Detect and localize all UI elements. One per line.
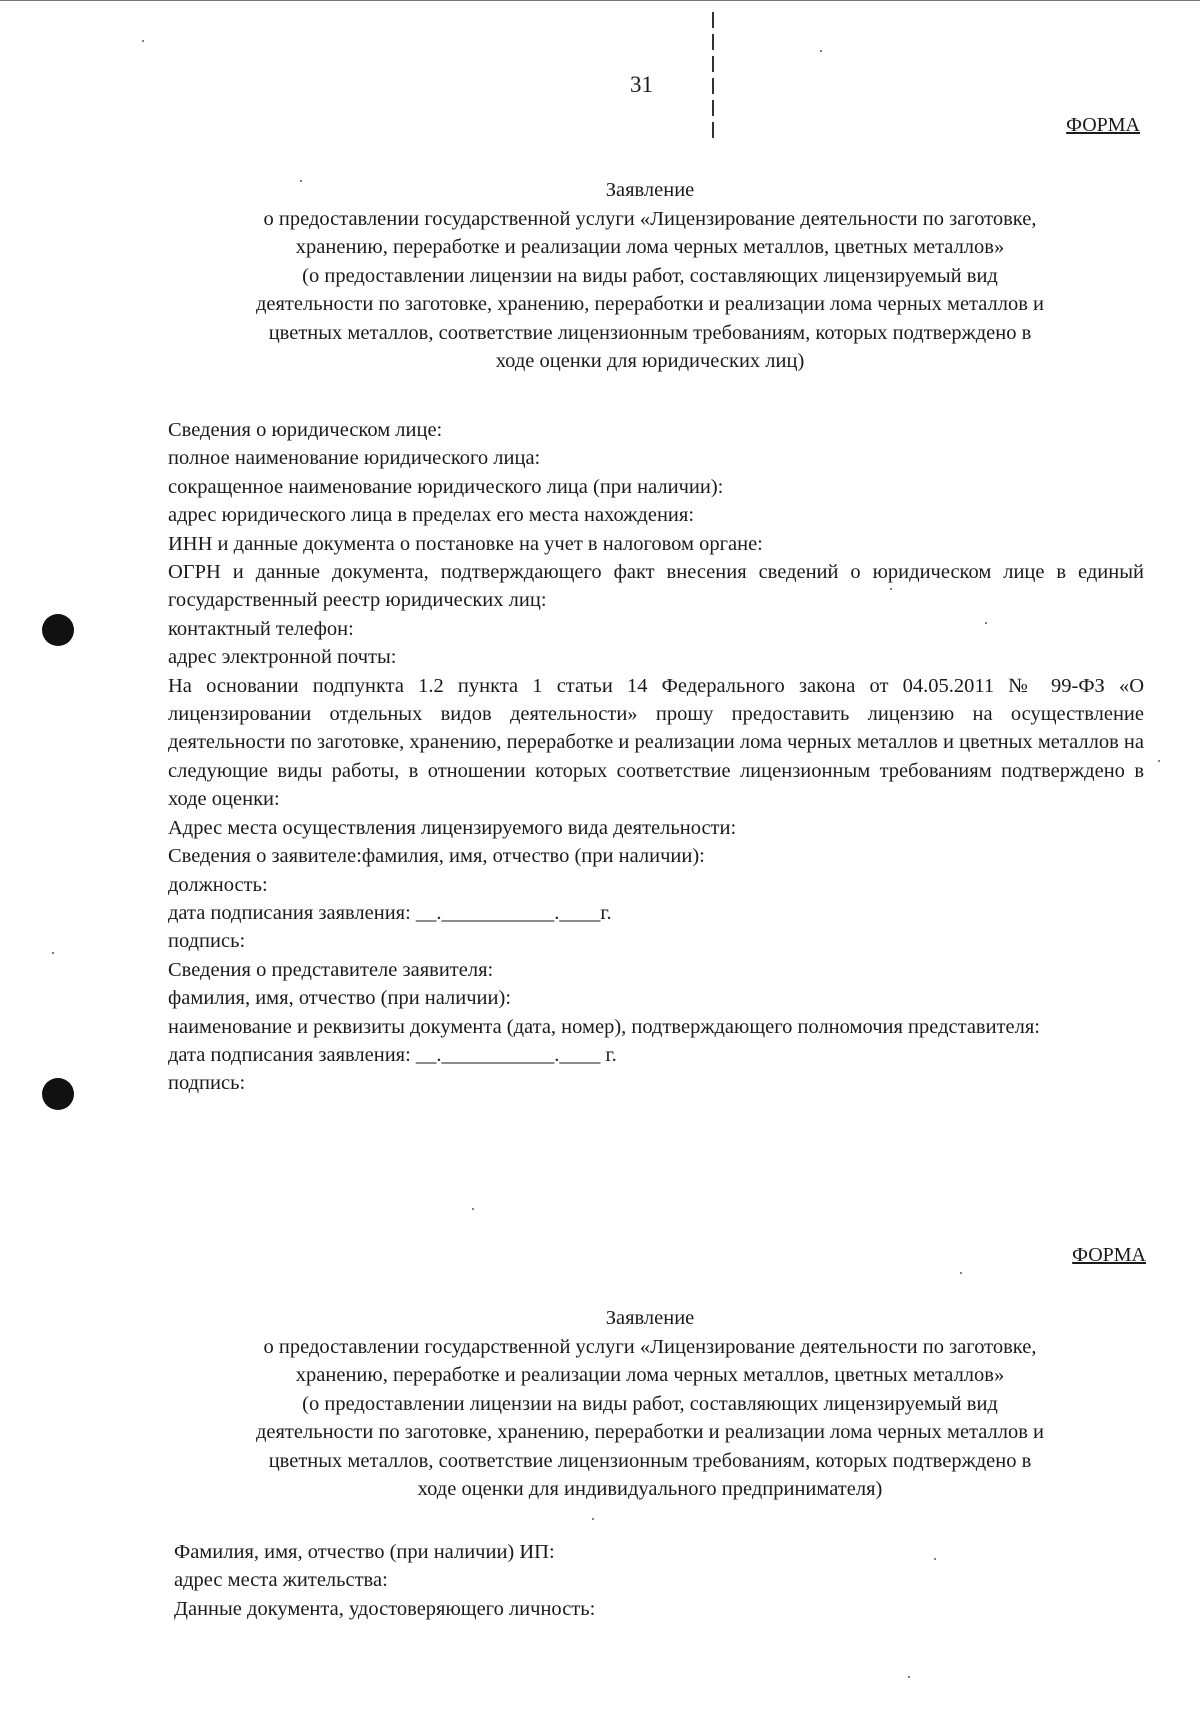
sign-date-label: дата подписания заявления: __.___________.____г. bbox=[168, 901, 612, 924]
form2-heading-line: цветных металлов, соответствие лицензионным требованиям, которых подтверждено в bbox=[268, 1449, 1032, 1472]
full-name-label: полное наименование юридического лица: bbox=[168, 447, 541, 470]
scan-speck bbox=[985, 622, 987, 624]
scan-edge-line bbox=[0, 0, 1200, 1]
inn-label: ИНН и данные документа о постановке на учет в налоговом органе: bbox=[168, 532, 763, 555]
form1-heading-line: (о предоставлении лицензии на виды работ, составляющих лицензируемый вид bbox=[302, 264, 998, 287]
form2-heading-line: ходе оценки для индивидуального предпринимателя) bbox=[417, 1478, 883, 1500]
position-label: должность: bbox=[168, 873, 268, 896]
form2-heading-line: хранению, переработке и реализации лома черных металлов, цветных металлов» bbox=[295, 1364, 1005, 1386]
rep-signature-label: подпись: bbox=[168, 1072, 246, 1095]
rep-name-label: фамилия, имя, отчество (при наличии): bbox=[168, 987, 512, 1010]
request-paragraph: На основании подпункта 1.2 пункта 1 статьи 14 Федерального закона от 04.05.2011 № 99-ФЗ «О лицензировании отдельных видов деятельности» прошу предоставить лицензию на осуществление деятельности по заготовке, хранению, переработке и реализации лома черных металлов и цветных металлов на следующие виды работы, в отношении которых соответствие лицензионным требованиям подтверждено в ходе оценки: bbox=[168, 674, 1144, 811]
scan-speck bbox=[52, 952, 54, 954]
representative-info-label: Сведения о представителе заявителя: bbox=[168, 958, 494, 981]
forma-label-1: ФОРМА bbox=[1066, 114, 1140, 136]
scan-speck bbox=[592, 1518, 594, 1520]
rep-sign-date-label: дата подписания заявления: __.___________.____ г. bbox=[168, 1043, 617, 1066]
ogrn-label: ОГРН и данные документа, подтверждающего факт внесения сведений о юридическом лице в единый государственный реестр юридических лиц: bbox=[168, 561, 1144, 612]
scan-speck bbox=[472, 1208, 474, 1210]
form2-heading-line: о предоставлении государственной услуги «Лицензирование деятельности по заготовке, bbox=[263, 1335, 1037, 1358]
scan-speck bbox=[934, 1558, 936, 1560]
residence-label: адрес места жительства: bbox=[174, 1569, 388, 1592]
applicant-info-label: Сведения о заявителе:фамилия, имя, отчество (при наличии): bbox=[168, 845, 705, 868]
form1-heading-line: о предоставлении государственной услуги «Лицензирование деятельности по заготовке, bbox=[263, 207, 1037, 230]
form1-heading-line: хранению, переработке и реализации лома черных металлов, цветных металлов» bbox=[295, 236, 1005, 258]
hole-punch bbox=[42, 1078, 74, 1110]
scan-speck bbox=[908, 1676, 910, 1678]
form1-fields bbox=[168, 416, 1144, 1098]
email-label: адрес электронной почты: bbox=[168, 646, 397, 669]
id-document-label: Данные документа, удостоверяющего личность: bbox=[174, 1597, 596, 1620]
legal-entity-info-label: Сведения о юридическом лице: bbox=[168, 419, 443, 441]
form1-title: Заявление bbox=[605, 179, 695, 201]
forma-label-2: ФОРМА bbox=[1072, 1244, 1146, 1266]
page-number: 31 bbox=[630, 72, 653, 97]
ip-name-label: Фамилия, имя, отчество (при наличии) ИП: bbox=[174, 1541, 555, 1563]
form2-title: Заявление bbox=[605, 1307, 695, 1329]
scan-speck bbox=[1158, 760, 1160, 762]
form1-heading-line: ходе оценки для юридических лиц) bbox=[495, 350, 805, 372]
activity-address-label: Адрес места осуществления лицензируемого вида деятельности: bbox=[168, 816, 737, 839]
form1-heading-line: деятельности по заготовке, хранению, переработки и реализации лома черных металлов и bbox=[255, 293, 1045, 315]
binding-dash-line bbox=[712, 12, 714, 144]
form2-heading-line: (о предоставлении лицензии на виды работ, составляющих лицензируемый вид bbox=[302, 1392, 998, 1415]
form2-fields bbox=[174, 1538, 1150, 1623]
scan-speck bbox=[300, 180, 302, 182]
address-label: адрес юридического лица в пределах его места нахождения: bbox=[168, 504, 695, 527]
signature-label: подпись: bbox=[168, 930, 246, 953]
scan-speck bbox=[890, 588, 892, 590]
form1-heading-line: цветных металлов, соответствие лицензионным требованиям, которых подтверждено в bbox=[268, 321, 1032, 344]
hole-punch bbox=[42, 614, 74, 646]
phone-label: контактный телефон: bbox=[168, 617, 354, 640]
form2-heading-line: деятельности по заготовке, хранению, переработки и реализации лома черных металлов и bbox=[255, 1421, 1045, 1443]
form2-heading bbox=[160, 1304, 1140, 1504]
scan-speck bbox=[820, 50, 822, 52]
scan-speck bbox=[960, 1272, 962, 1274]
rep-document-label: наименование и реквизиты документа (дата, номер), подтверждающего полномочия представителя: bbox=[168, 1015, 1040, 1038]
short-name-label: сокращенное наименование юридического лица (при наличии): bbox=[168, 475, 724, 498]
form1-heading bbox=[160, 176, 1140, 376]
scan-speck bbox=[142, 40, 144, 42]
